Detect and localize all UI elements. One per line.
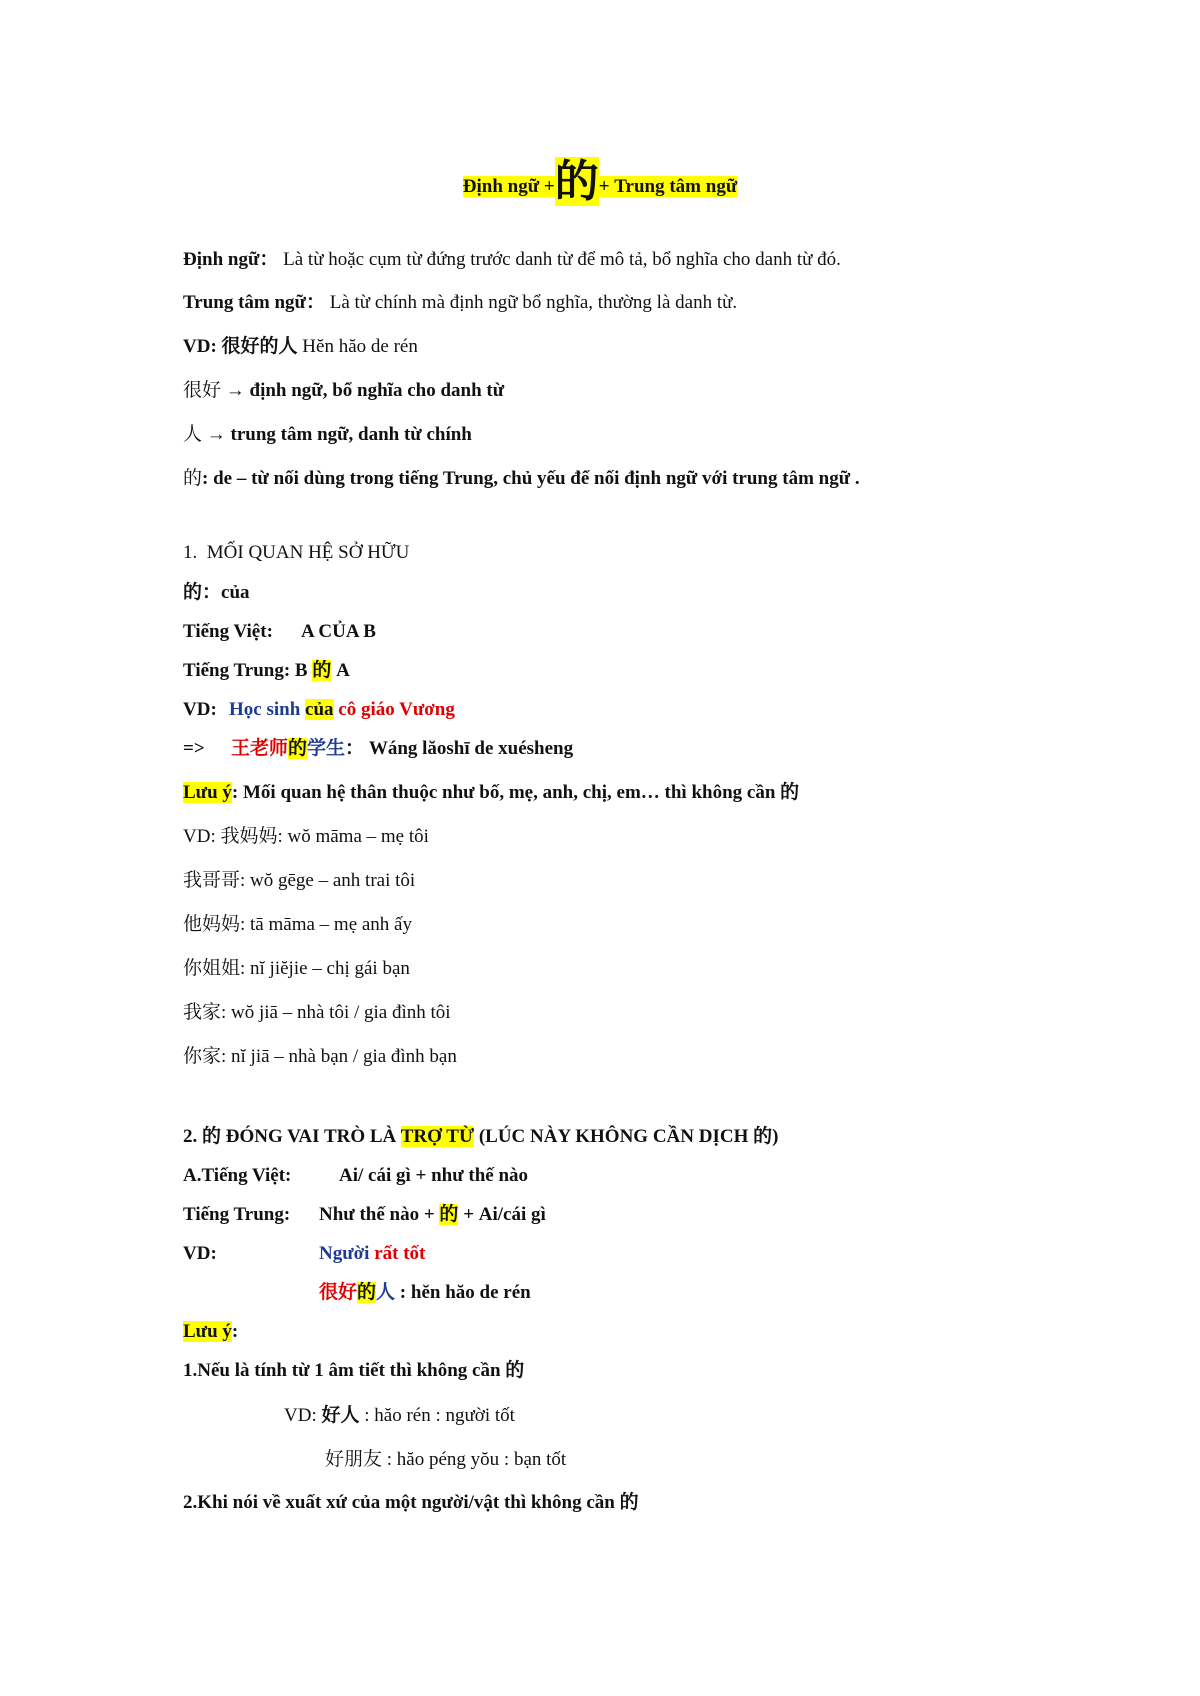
intro-henhao-line: 很好 → định ngữ, bổ nghĩa cho danh từ — [183, 380, 505, 401]
section1-example-item: VD: 我妈妈: wŏ māma – mẹ tôi — [183, 826, 429, 847]
intro-example: VD: 很好的人 Hĕn hăo de rén — [183, 336, 418, 357]
title-left: Định ngữ + — [462, 176, 555, 197]
page-title — [0, 158, 1200, 206]
section2-rule-1-example-2: 好朋友 : hăo péng yŏu : bạn tốt — [325, 1449, 567, 1470]
section1-trung-formula: Tiếng Trung: B 的 A — [183, 660, 350, 681]
section1-viet-formula: Tiếng Việt: A CỦA B — [183, 621, 376, 642]
section2-heading: 2. 的 ĐÓNG VAI TRÒ LÀ TRỢ TỪ (LÚC NÀY KHÔNG CẦN DỊCH 的) — [183, 1126, 779, 1147]
title-right: + Trung tâm ngữ — [598, 176, 738, 197]
section1-example-item: 他妈妈: tā māma – mẹ anh ấy — [183, 914, 412, 935]
example-chinese: 很好的人 — [221, 336, 298, 357]
intro-de-line: 的: de – từ nối dùng trong tiếng Trung, chủ yếu để nối định ngữ với trung tâm ngữ . — [183, 468, 860, 489]
section1-example-item: 你姐姐: nĭ jiĕjie – chị gái bạn — [183, 958, 410, 979]
definition-text: Là từ chính mà định ngữ bổ nghĩa, thường là danh từ. — [329, 292, 738, 313]
section1-example-item: 我家: wŏ jiā – nhà tôi / gia đình tôi — [183, 1002, 451, 1023]
definition-label: Trung tâm ngữ — [183, 292, 306, 313]
definition-trung-tam: Trung tâm ngữ： Là từ chính mà định ngữ bổ nghĩa, thường là danh từ. — [183, 292, 738, 313]
definition-dinh-ngu: Định ngữ： Là từ hoặc cụm từ đứng trước danh từ để mô tả, bổ nghĩa cho danh từ đó. — [183, 249, 841, 270]
section2-example: VD: Người rất tốt — [183, 1243, 426, 1264]
definition-text: Là từ hoặc cụm từ đứng trước danh từ để mô tả, bổ nghĩa cho danh từ đó. — [283, 249, 841, 270]
intro-ren-line: 人 → trung tâm ngữ, danh từ chính — [183, 424, 472, 445]
section2-rule-1-example: VD: 好人 : hăo rén : người tốt — [284, 1405, 515, 1426]
section2-trung-formula: Tiếng Trung: Như thế nào + 的 + Ai/cái gì — [183, 1204, 546, 1225]
section1-example-item: 你家: nĭ jiā – nhà bạn / gia đình bạn — [183, 1046, 457, 1067]
section2-viet-formula: A.Tiếng Việt: Ai/ cái gì + như thế nào — [183, 1165, 529, 1186]
section2-rule-1: 1.Nếu là tính từ 1 âm tiết thì không cần 的 — [183, 1360, 525, 1381]
section1-de-meaning: 的：của — [183, 582, 250, 603]
section1-example-chinese: => 王老师的学生： Wáng lăoshī de xuésheng — [183, 738, 574, 759]
section2-rule-2: 2.Khi nói về xuất xứ của một người/vật thì không cần 的 — [183, 1492, 639, 1513]
example-pinyin: Hĕn hăo de rén — [302, 336, 418, 357]
section2-note: Lưu ý: — [183, 1321, 239, 1342]
section1-example: VD: Học sinh của cô giáo Vương — [183, 699, 455, 720]
section1-note: Lưu ý: Mối quan hệ thân thuộc như bố, mẹ, anh, chị, em… thì không cần 的 — [183, 782, 800, 803]
section2-example-chinese: 很好的人 : hĕn hăo de rén — [319, 1282, 531, 1303]
section1-example-item: 我哥哥: wŏ gēge – anh trai tôi — [183, 870, 416, 891]
section1-heading: 1. MỐI QUAN HỆ SỞ HỮU — [183, 542, 410, 563]
definition-label: Định ngữ — [183, 249, 260, 270]
title-char: 的 — [554, 157, 599, 206]
